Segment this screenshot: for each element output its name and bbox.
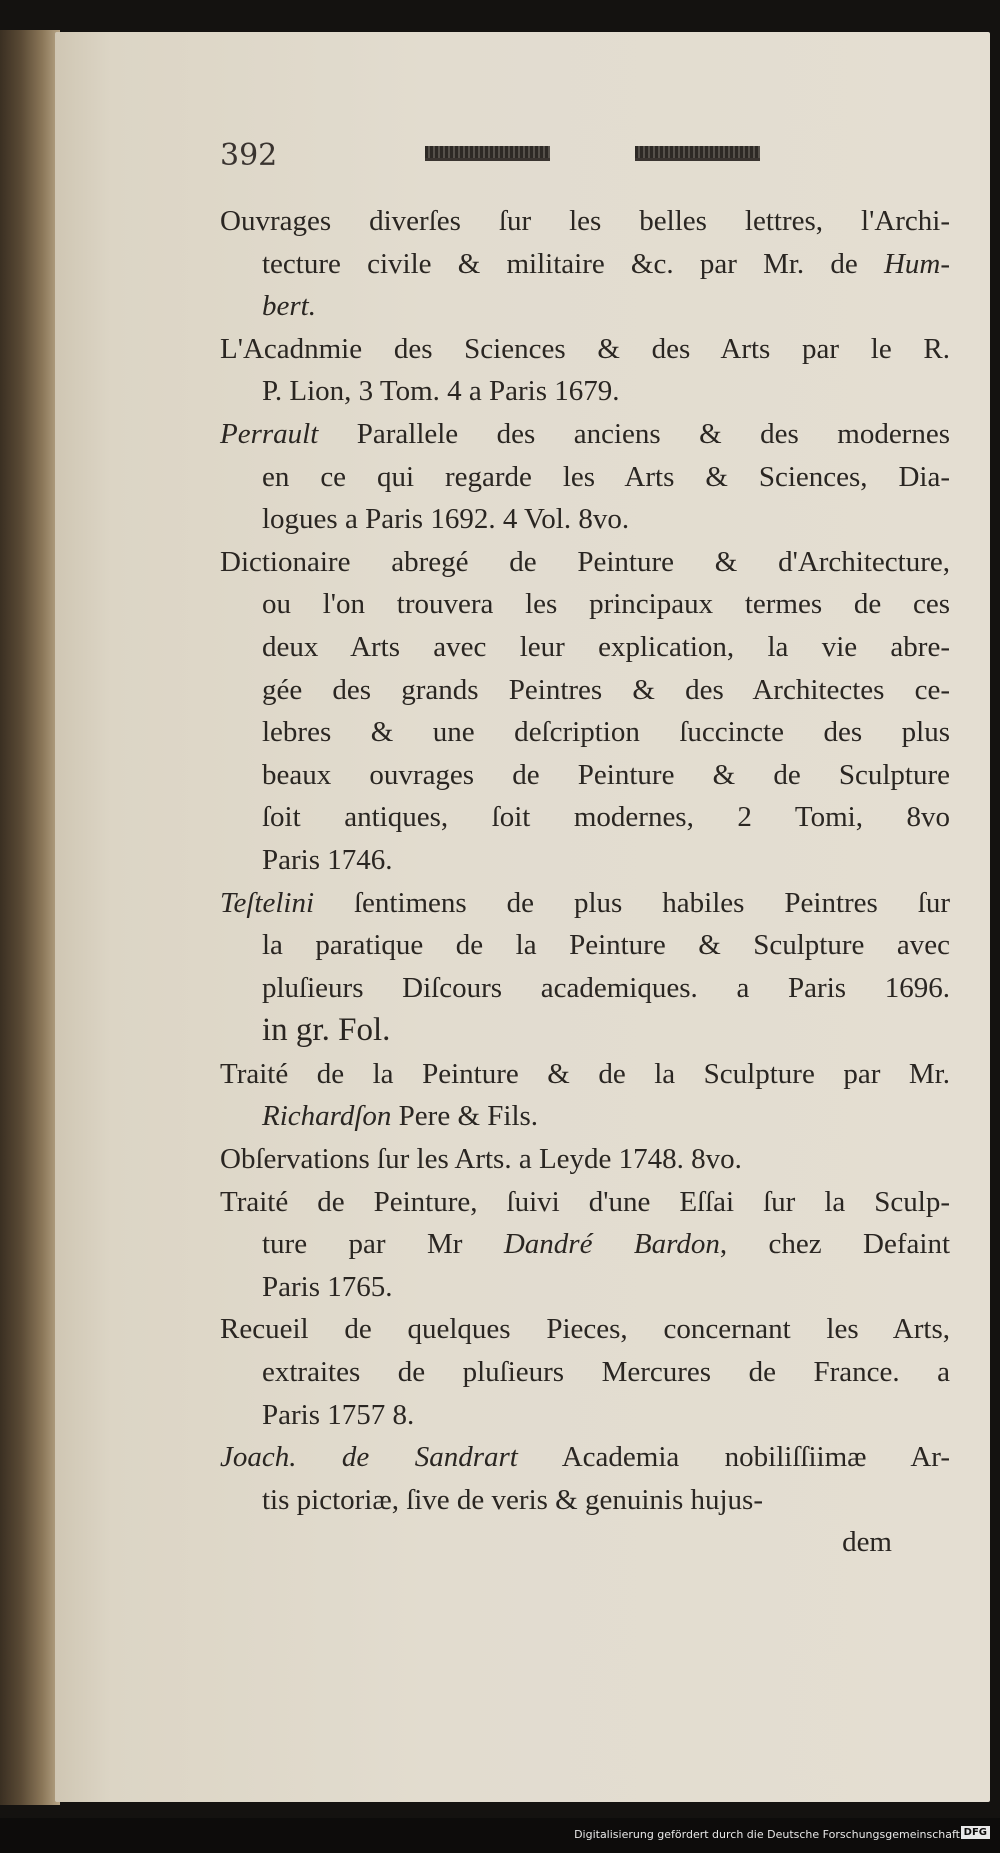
italic-name: Perrault (220, 417, 319, 450)
text-run: en ce qui regarde les Arts & Sciences, Dia- (262, 460, 950, 493)
text-run: , chez Defaint (719, 1228, 951, 1261)
text-line (220, 1436, 950, 1479)
bibliography-entry (220, 1436, 950, 1521)
catchword: dem (842, 1526, 892, 1559)
text-line (220, 924, 950, 967)
text-line (220, 1223, 950, 1266)
text-line (220, 967, 950, 1010)
text-line (220, 796, 950, 839)
text-run: gée des grands Peintres & des Architectes ce- (262, 673, 950, 706)
text-run: L'Acadnmie des Sciences & des Arts par le R. (220, 332, 950, 365)
text-line (220, 1394, 950, 1437)
page-header (220, 138, 780, 178)
italic-name: Teſtelini (220, 886, 314, 919)
text-run: logues a Paris 1692. 4 Vol. 8vo. (262, 503, 630, 536)
text-run: Parallele des anciens & des modernes (318, 417, 950, 450)
text-line (220, 200, 950, 243)
text-run: tis pictoriæ, ſive de veris & genuinis hujus- (262, 1483, 764, 1516)
text-line (220, 1479, 950, 1522)
italic-name: Joach. de Sandrart (220, 1441, 518, 1474)
text-line (220, 328, 950, 371)
blackletter-run: in gr. Fol. (262, 1012, 391, 1049)
text-run: Paris 1765. (262, 1270, 393, 1303)
text-run: deux Arts avec leur explication, la vie abre- (262, 630, 950, 663)
text-line (220, 243, 950, 286)
book-spine (0, 30, 60, 1805)
text-run: extraites de pluſieurs Mercures de France. a (262, 1356, 950, 1389)
text-line (220, 498, 950, 541)
text-line (220, 839, 950, 882)
text-line (220, 583, 950, 626)
text-run: Traité de Peinture, ſuivi d'une Eſſai ſur la Sculp- (220, 1185, 950, 1218)
bibliography-entry (220, 1308, 950, 1436)
header-ornament-left (425, 146, 550, 161)
bibliography-entry (220, 413, 950, 541)
text-line (220, 711, 950, 754)
text-line (220, 1095, 950, 1138)
text-line (220, 285, 950, 328)
text-run: beaux ouvrages de Peinture & de Sculpture (262, 758, 950, 791)
text-line (220, 1266, 950, 1309)
text-run: Traité de la Peinture & de la Sculpture par Mr. (220, 1057, 950, 1090)
text-line (220, 1009, 950, 1053)
text-run: pluſieurs Diſcours academiques. a Paris 1696. (262, 971, 950, 1004)
bibliography-entry (220, 1181, 950, 1309)
text-line (220, 1053, 950, 1096)
bibliography-entry (220, 328, 950, 413)
bibliography-entry (220, 1138, 950, 1181)
text-run: lebres & une deſcription ſuccincte des plus (262, 716, 950, 749)
text-line (220, 1308, 950, 1351)
text-line (220, 669, 950, 712)
text-run: Recueil de quelques Pieces, concernant les Arts, (220, 1313, 950, 1346)
text-line (220, 1351, 950, 1394)
text-run: ou l'on trouvera les principaux termes de ces (262, 588, 950, 621)
text-run: ſentimens de plus habiles Peintres ſur (314, 886, 950, 919)
page-number: 392 (220, 138, 278, 173)
bibliography-text (220, 200, 950, 1564)
italic-name: Dandré Bardon (503, 1228, 720, 1261)
text-run: P. Lion, 3 Tom. 4 a Paris 1679. (262, 375, 620, 408)
text-run: Paris 1746. (262, 843, 393, 876)
bibliography-entry (220, 1053, 950, 1138)
text-run: Paris 1757 8. (262, 1398, 415, 1431)
digitization-footer (0, 1818, 1000, 1853)
funding-credit: Digitalisierung gefördert durch die Deutsche Forschungsgemeinschaft (574, 1828, 960, 1841)
text-line (220, 1138, 950, 1181)
text-run: tecture civile & militaire &c. par Mr. de (262, 247, 884, 280)
text-run: ſoit antiques, ſoit modernes, 2 Tomi, 8vo (262, 801, 950, 834)
text-run: Academia nobiliſſiimæ Ar- (517, 1441, 950, 1474)
text-line (220, 413, 950, 456)
text-line (220, 1181, 950, 1224)
bibliography-entry (220, 541, 950, 882)
text-run: la paratique de la Peinture & Sculpture avec (262, 929, 950, 962)
italic-name: Hum- (883, 247, 950, 280)
italic-name: bert. (262, 290, 316, 323)
bibliography-entry (220, 200, 950, 328)
text-line (220, 541, 950, 584)
text-run: ture par Mr (262, 1228, 504, 1261)
text-line (220, 456, 950, 499)
italic-name: Richardſon (262, 1100, 392, 1133)
text-line (220, 370, 950, 413)
text-run: Ouvrages diverſes ſur les belles lettres, l'Archi- (220, 205, 950, 237)
dfg-logo: DFG (961, 1826, 990, 1839)
text-line (220, 626, 950, 669)
text-run: Pere & Fils. (391, 1100, 539, 1133)
text-line (220, 754, 950, 797)
text-run: Obſervations ſur les Arts. a Leyde 1748. 8vo. (220, 1143, 742, 1176)
header-ornament-right (635, 146, 760, 161)
text-line (220, 882, 950, 925)
bibliography-entry (220, 882, 950, 1053)
text-run: Dictionaire abregé de Peinture & d'Architecture, (220, 545, 950, 578)
